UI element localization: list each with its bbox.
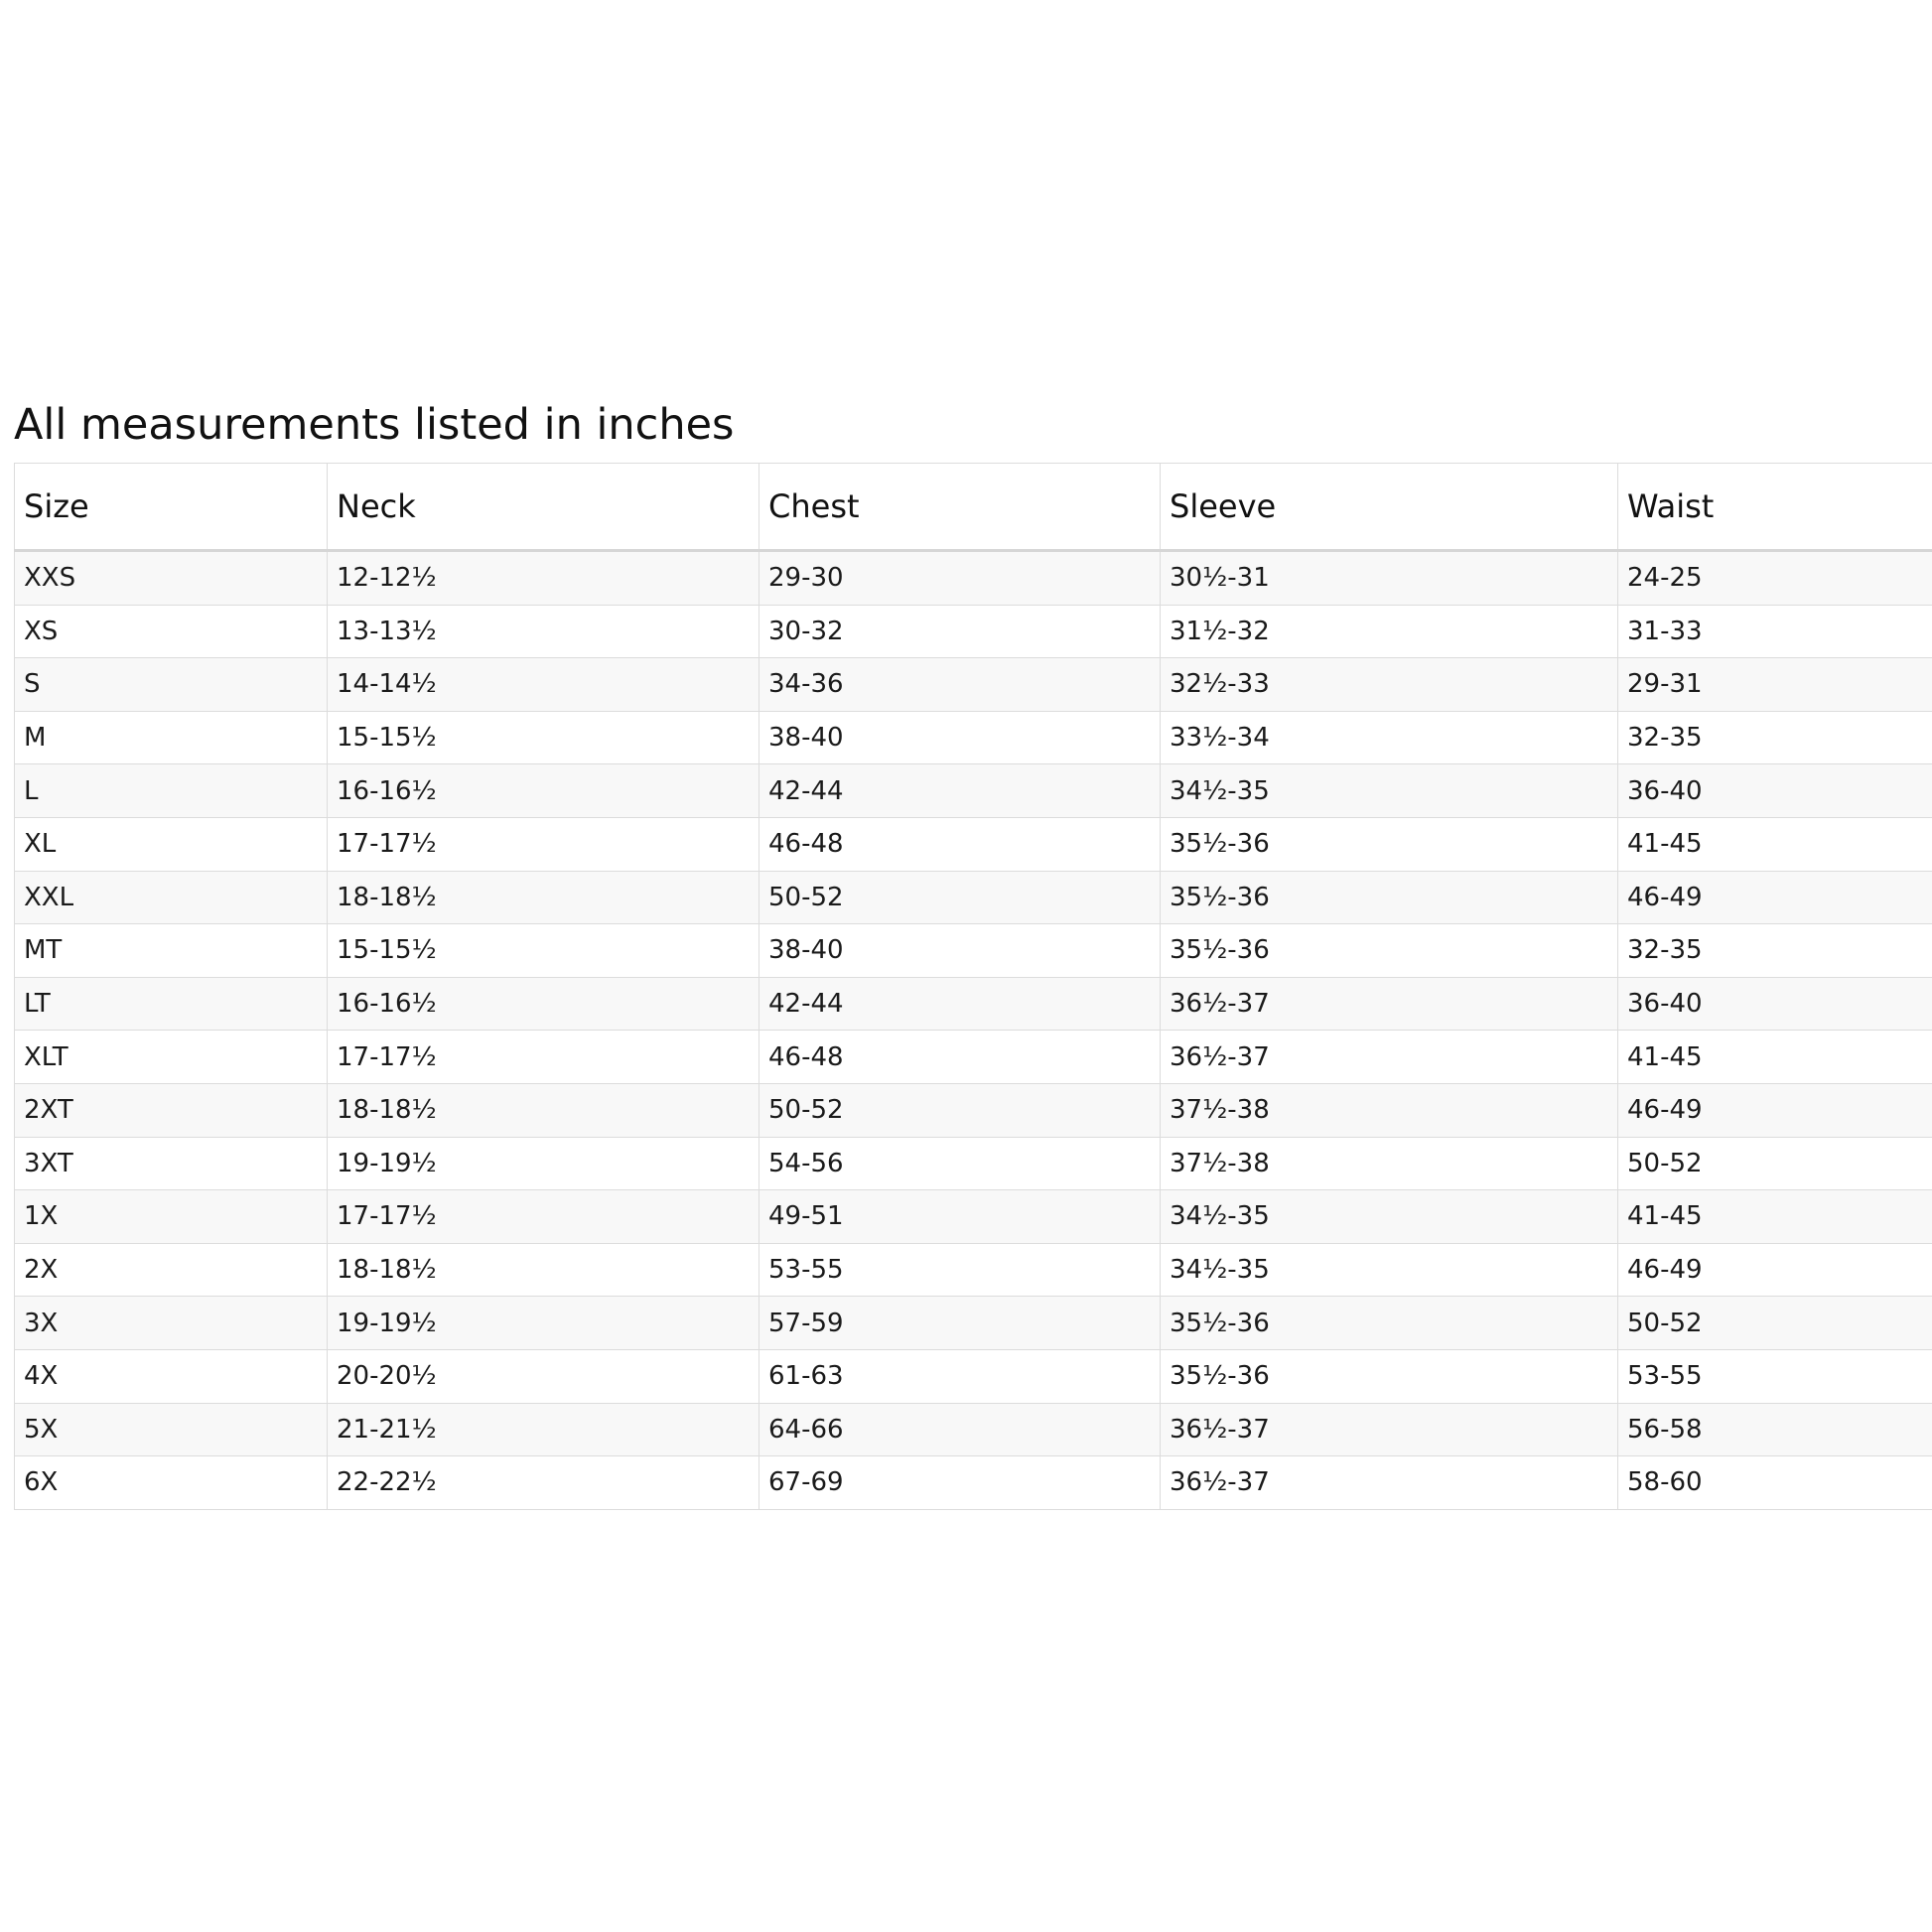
- neck-cell: 13-13½: [328, 605, 759, 658]
- neck-cell: 18-18½: [328, 1243, 759, 1297]
- table-row: [15, 817, 1932, 871]
- neck-cell: 14-14½: [328, 658, 759, 712]
- size-cell: 2XT: [15, 1083, 328, 1137]
- table-row: [15, 924, 1932, 978]
- sleeve-cell: 34½-35: [1161, 764, 1618, 818]
- table-row: [15, 1349, 1932, 1403]
- chest-cell: 49-51: [759, 1190, 1161, 1244]
- table-body: [15, 551, 1932, 1510]
- table-row: [15, 1031, 1932, 1084]
- size-cell: XS: [15, 605, 328, 658]
- chest-cell: 54-56: [759, 1137, 1161, 1190]
- sleeve-cell: 36½-37: [1161, 977, 1618, 1031]
- neck-cell: 19-19½: [328, 1297, 759, 1350]
- waist-cell: 46-49: [1618, 1083, 1932, 1137]
- neck-cell: 17-17½: [328, 817, 759, 871]
- table-header: [15, 464, 1932, 551]
- sleeve-cell: 35½-36: [1161, 1297, 1618, 1350]
- chest-cell: 42-44: [759, 764, 1161, 818]
- table-row: [15, 605, 1932, 658]
- size-chart-section: [14, 395, 1932, 1510]
- size-cell: XLT: [15, 1031, 328, 1084]
- chest-cell: 38-40: [759, 711, 1161, 764]
- table-row: [15, 1243, 1932, 1297]
- waist-cell: 31-33: [1618, 605, 1932, 658]
- column-header-chest: Chest: [759, 464, 1161, 551]
- waist-cell: 29-31: [1618, 658, 1932, 712]
- neck-cell: 15-15½: [328, 711, 759, 764]
- size-cell: L: [15, 764, 328, 818]
- column-header-neck: Neck: [328, 464, 759, 551]
- sleeve-cell: 33½-34: [1161, 711, 1618, 764]
- header-row: [15, 464, 1932, 551]
- column-header-waist: Waist: [1618, 464, 1932, 551]
- waist-cell: 46-49: [1618, 871, 1932, 924]
- sleeve-cell: 35½-36: [1161, 1349, 1618, 1403]
- sleeve-cell: 30½-31: [1161, 551, 1618, 606]
- sleeve-cell: 36½-37: [1161, 1456, 1618, 1510]
- column-header-sleeve: Sleeve: [1161, 464, 1618, 551]
- chest-cell: 38-40: [759, 924, 1161, 978]
- sleeve-cell: 34½-35: [1161, 1190, 1618, 1244]
- neck-cell: 22-22½: [328, 1456, 759, 1510]
- size-cell: LT: [15, 977, 328, 1031]
- size-cell: M: [15, 711, 328, 764]
- table-row: [15, 1403, 1932, 1456]
- size-cell: 1X: [15, 1190, 328, 1244]
- size-cell: 3X: [15, 1297, 328, 1350]
- size-cell: 2X: [15, 1243, 328, 1297]
- size-cell: XXS: [15, 551, 328, 606]
- size-cell: 3XT: [15, 1137, 328, 1190]
- waist-cell: 32-35: [1618, 924, 1932, 978]
- waist-cell: 41-45: [1618, 1190, 1932, 1244]
- neck-cell: 17-17½: [328, 1190, 759, 1244]
- chest-cell: 34-36: [759, 658, 1161, 712]
- sleeve-cell: 35½-36: [1161, 871, 1618, 924]
- waist-cell: 53-55: [1618, 1349, 1932, 1403]
- neck-cell: 18-18½: [328, 871, 759, 924]
- size-chart-table: [14, 463, 1932, 1510]
- neck-cell: 15-15½: [328, 924, 759, 978]
- sleeve-cell: 37½-38: [1161, 1083, 1618, 1137]
- size-cell: 5X: [15, 1403, 328, 1456]
- chest-cell: 42-44: [759, 977, 1161, 1031]
- waist-cell: 50-52: [1618, 1137, 1932, 1190]
- neck-cell: 12-12½: [328, 551, 759, 606]
- waist-cell: 36-40: [1618, 977, 1932, 1031]
- chest-cell: 46-48: [759, 817, 1161, 871]
- table-row: [15, 977, 1932, 1031]
- waist-cell: 56-58: [1618, 1403, 1932, 1456]
- table-row: [15, 1137, 1932, 1190]
- sleeve-cell: 36½-37: [1161, 1403, 1618, 1456]
- chest-cell: 46-48: [759, 1031, 1161, 1084]
- waist-cell: 58-60: [1618, 1456, 1932, 1510]
- waist-cell: 41-45: [1618, 817, 1932, 871]
- table-row: [15, 1456, 1932, 1510]
- table-row: [15, 871, 1932, 924]
- chest-cell: 53-55: [759, 1243, 1161, 1297]
- neck-cell: 21-21½: [328, 1403, 759, 1456]
- chest-cell: 30-32: [759, 605, 1161, 658]
- column-header-size: Size: [15, 464, 328, 551]
- size-cell: XXL: [15, 871, 328, 924]
- neck-cell: 19-19½: [328, 1137, 759, 1190]
- table-row: [15, 711, 1932, 764]
- chest-cell: 61-63: [759, 1349, 1161, 1403]
- neck-cell: 18-18½: [328, 1083, 759, 1137]
- chest-cell: 67-69: [759, 1456, 1161, 1510]
- waist-cell: 24-25: [1618, 551, 1932, 606]
- size-cell: S: [15, 658, 328, 712]
- waist-cell: 36-40: [1618, 764, 1932, 818]
- sleeve-cell: 34½-35: [1161, 1243, 1618, 1297]
- table-row: [15, 551, 1932, 606]
- neck-cell: 17-17½: [328, 1031, 759, 1084]
- size-cell: XL: [15, 817, 328, 871]
- sleeve-cell: 36½-37: [1161, 1031, 1618, 1084]
- table-row: [15, 764, 1932, 818]
- neck-cell: 16-16½: [328, 977, 759, 1031]
- chest-cell: 64-66: [759, 1403, 1161, 1456]
- neck-cell: 20-20½: [328, 1349, 759, 1403]
- size-cell: MT: [15, 924, 328, 978]
- chest-cell: 29-30: [759, 551, 1161, 606]
- waist-cell: 41-45: [1618, 1031, 1932, 1084]
- chest-cell: 57-59: [759, 1297, 1161, 1350]
- chest-cell: 50-52: [759, 871, 1161, 924]
- sleeve-cell: 32½-33: [1161, 658, 1618, 712]
- size-cell: 4X: [15, 1349, 328, 1403]
- waist-cell: 32-35: [1618, 711, 1932, 764]
- table-row: [15, 1083, 1932, 1137]
- sleeve-cell: 35½-36: [1161, 817, 1618, 871]
- table-row: [15, 1297, 1932, 1350]
- sleeve-cell: 35½-36: [1161, 924, 1618, 978]
- sleeve-cell: 37½-38: [1161, 1137, 1618, 1190]
- measurement-caption: All measurements listed in inches: [14, 400, 735, 450]
- table-row: [15, 658, 1932, 712]
- waist-cell: 46-49: [1618, 1243, 1932, 1297]
- sleeve-cell: 31½-32: [1161, 605, 1618, 658]
- table-row: [15, 1190, 1932, 1244]
- chest-cell: 50-52: [759, 1083, 1161, 1137]
- waist-cell: 50-52: [1618, 1297, 1932, 1350]
- size-cell: 6X: [15, 1456, 328, 1510]
- neck-cell: 16-16½: [328, 764, 759, 818]
